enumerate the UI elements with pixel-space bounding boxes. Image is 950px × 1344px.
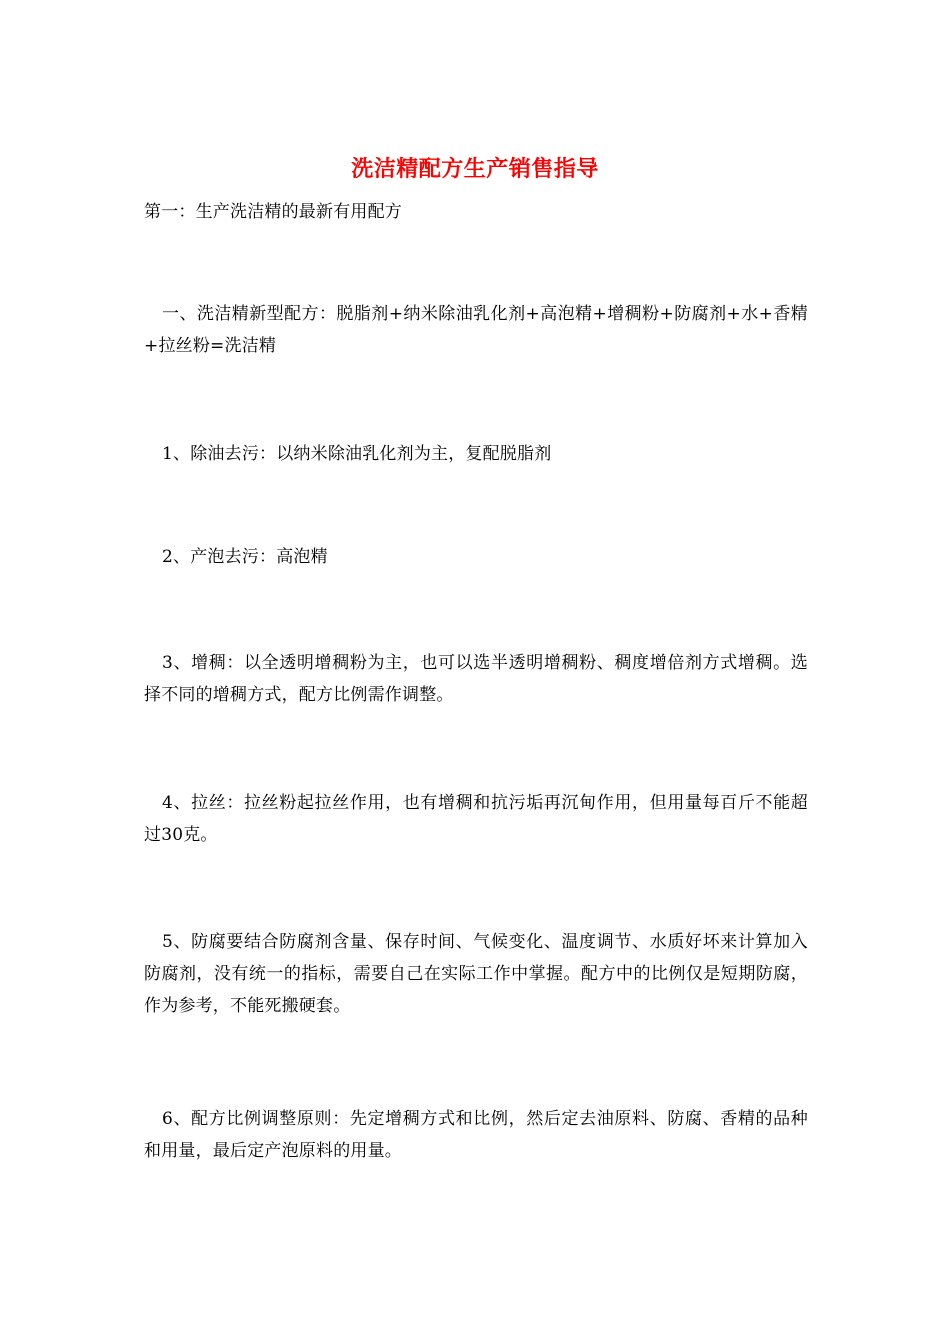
document-title: 洗洁精配方生产销售指导 <box>351 156 599 182</box>
paragraph-formula: 一、洗洁精新型配方：脱脂剂+纳米除油乳化剂+高泡精+增稠粉+防腐剂+水+香精+拉丝粉=洗洁精 <box>144 304 808 356</box>
section-heading: 第一：生产洗洁精的最新有用配方 <box>144 202 402 222</box>
paragraph-foaming: 2、产泡去污：高泡精 <box>162 547 328 567</box>
paragraph-ratio-principle: 6、配方比例调整原则：先定增稠方式和比例，然后定去油原料、防腐、香精的品种和用量，最后定产泡原料的用量。 <box>144 1109 808 1161</box>
paragraph-thickening: 3、增稠：以全透明增稠粉为主，也可以选半透明增稠粉、稠度增倍剂方式增稠。选择不同的增稠方式，配方比例需作调整。 <box>144 653 808 705</box>
paragraph-degreasing: 1、除油去污：以纳米除油乳化剂为主，复配脱脂剂 <box>162 444 552 464</box>
paragraph-preservative: 5、防腐要结合防腐剂含量、保存时间、气候变化、温度调节、水质好坏来计算加入防腐剂，没有统一的指标，需要自己在实际工作中掌握。配方中的比例仅是短期防腐，作为参考，不能死搬硬套。 <box>144 932 808 1016</box>
paragraph-stringing: 4、拉丝：拉丝粉起拉丝作用，也有增稠和抗污垢再沉甸作用，但用量每百斤不能超过30克。 <box>144 793 808 845</box>
